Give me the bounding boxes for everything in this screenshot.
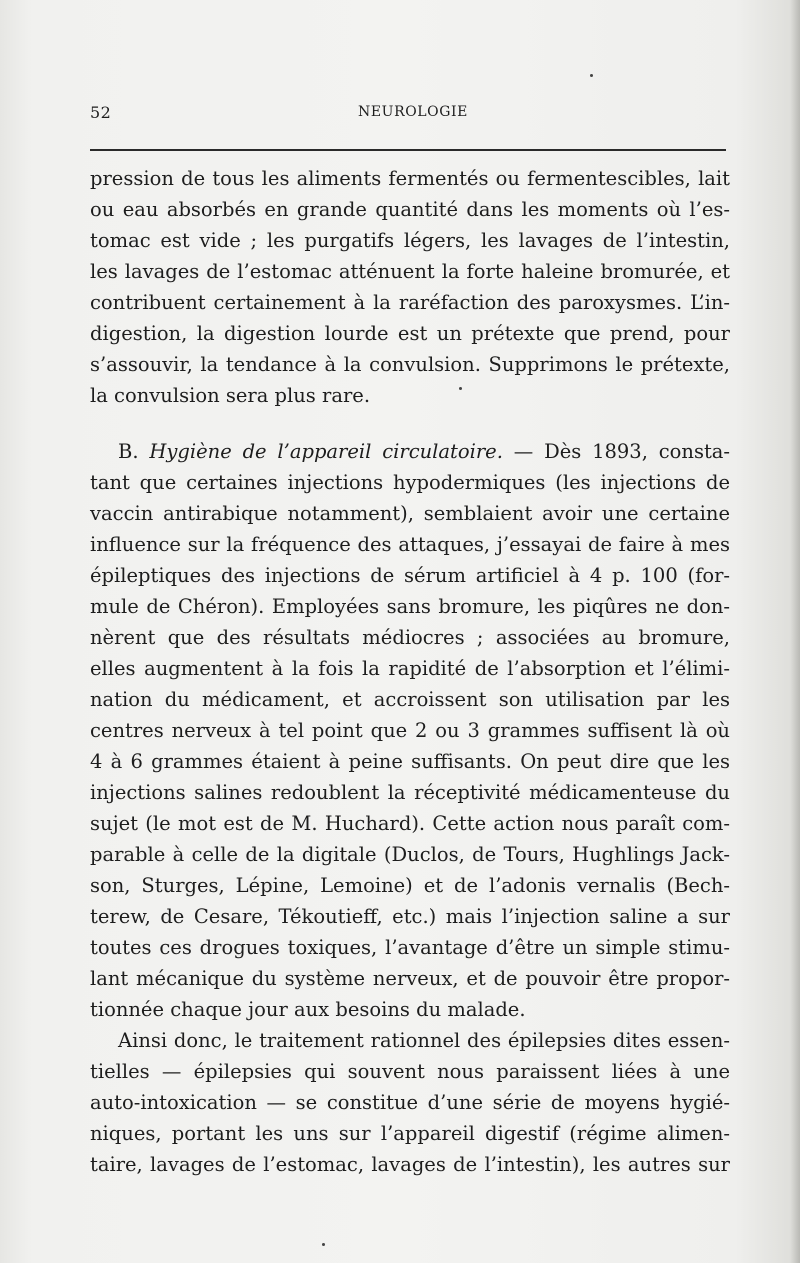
text-line: lant mécanique du système nerveux, et de pouvoir être propor- bbox=[90, 967, 730, 990]
header-rule bbox=[90, 149, 726, 151]
text-line: ou eau absorbés en grande quantité dans les moments où l’es- bbox=[90, 198, 730, 221]
text-line: épileptiques des injections de sérum artificiel à 4 p. 100 (for- bbox=[90, 564, 730, 587]
paragraph-gap bbox=[90, 411, 730, 436]
running-head: NEUROLOGIE bbox=[358, 104, 468, 120]
print-speck bbox=[590, 74, 593, 77]
text-line: tionnée chaque jour aux besoins du malade. bbox=[90, 998, 526, 1021]
text-line: sujet (le mot est de M. Huchard). Cette action nous paraît com- bbox=[90, 812, 730, 835]
text-line: son, Sturges, Lépine, Lemoine) et de l’adonis vernalis (Bech- bbox=[90, 874, 730, 897]
text-line: s’assouvir, la tendance à la convulsion. Supprimons le prétexte, bbox=[90, 353, 730, 376]
text-fragment: — Dès 1893, consta- bbox=[502, 440, 730, 463]
text-line: tielles — épilepsies qui souvent nous paraissent liées à une bbox=[90, 1060, 730, 1083]
section-letter: B. bbox=[118, 440, 150, 463]
body-text bbox=[90, 163, 730, 1180]
text-line: parable à celle de la digitale (Duclos, de Tours, Hughlings Jack- bbox=[90, 843, 730, 866]
text-line: la convulsion sera plus rare. bbox=[90, 384, 371, 407]
section-title: Hygiène de l’appareil circulatoire. bbox=[149, 440, 503, 463]
text-line: vaccin antirabique notamment), semblaient avoir une certaine bbox=[90, 502, 730, 525]
text-line: terew, de Cesare, Tékoutieff, etc.) mais l’injection saline a sur bbox=[90, 905, 730, 928]
section-heading-line bbox=[90, 436, 730, 467]
text-line: mule de Chéron). Employées sans bromure, les piqûres ne don- bbox=[90, 595, 730, 618]
text-line: digestion, la digestion lourde est un prétexte que prend, pour bbox=[90, 322, 730, 345]
text-line: 4 à 6 grammes étaient à peine suffisants. On peut dire que les bbox=[90, 750, 730, 773]
text-line: elles augmentent à la fois la rapidité de l’absorption et l’élimi- bbox=[90, 657, 730, 680]
text-line: contribuent certainement à la raréfaction des paroxysmes. L’in- bbox=[90, 291, 730, 314]
text-line: tomac est vide ; les purgatifs légers, les lavages de l’intestin, bbox=[90, 229, 730, 252]
page-number: 52 bbox=[90, 103, 112, 122]
text-line: tant que certaines injections hypodermiques (les injections de bbox=[90, 471, 730, 494]
text-line: taire, lavages de l’estomac, lavages de l’intestin), les autres sur bbox=[90, 1153, 730, 1176]
text-line: influence sur la fréquence des attaques, j’essayai de faire à mes bbox=[90, 533, 730, 556]
text-line: toutes ces drogues toxiques, l’avantage d’être un simple stimu- bbox=[90, 936, 730, 959]
text-line: niques, portant les uns sur l’appareil digestif (régime alimen- bbox=[90, 1122, 730, 1145]
text-line: auto-intoxication — se constitue d’une série de moyens hygié- bbox=[90, 1091, 730, 1114]
text-line: nation du médicament, et accroissent son utilisation par les bbox=[90, 688, 730, 711]
text-line: injections salines redoublent la réceptivité médicamenteuse du bbox=[90, 781, 730, 804]
text-line: pression de tous les aliments fermentés ou fermentescibles, lait bbox=[90, 167, 730, 190]
text-line: Ainsi donc, le traitement rationnel des épilepsies dites essen- bbox=[118, 1029, 730, 1052]
text-line: centres nerveux à tel point que 2 ou 3 grammes suffisent là où bbox=[90, 719, 730, 742]
text-line: les lavages de l’estomac atténuent la forte haleine bromurée, et bbox=[90, 260, 730, 283]
print-speck bbox=[322, 1243, 325, 1246]
page-header bbox=[90, 103, 726, 129]
page-edge-shadow bbox=[790, 0, 800, 1263]
text-line: nèrent que des résultats médiocres ; associées au bromure, bbox=[90, 626, 730, 649]
